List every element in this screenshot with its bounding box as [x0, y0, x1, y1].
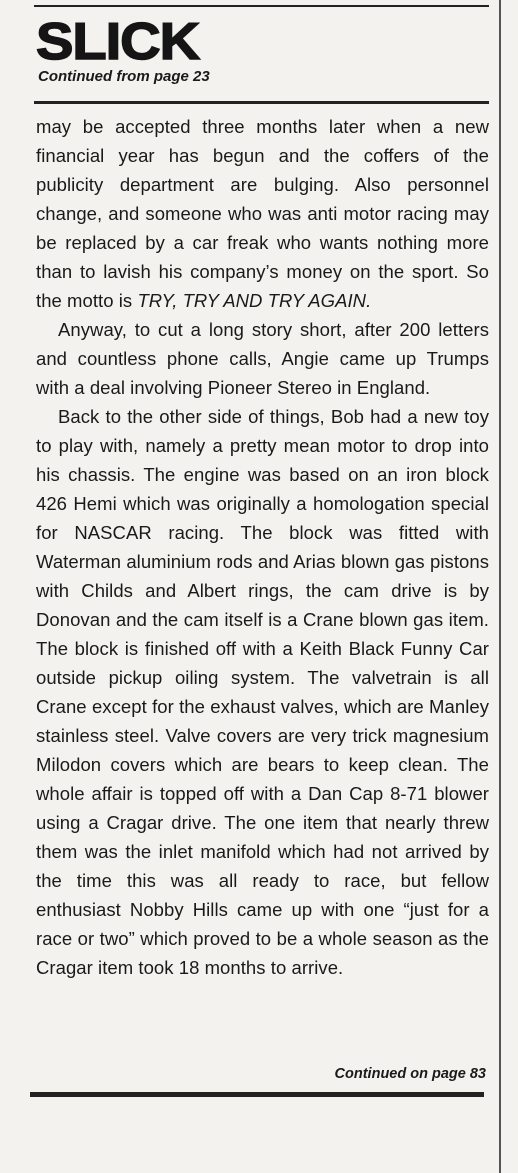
paragraph-1: [36, 112, 489, 315]
article-header: [36, 13, 486, 85]
column-divider: [499, 0, 501, 1173]
continued-on-label: Continued on page 83: [334, 1066, 486, 1082]
bottom-rule: [30, 1092, 484, 1097]
paragraph-2: Anyway, to cut a long story short, after 200 letters and countless phone calls, Angie came up Trumps with a deal involving Pioneer Stereo in England.: [36, 319, 489, 398]
article-body: [36, 112, 489, 982]
motto-text: TRY, TRY AND TRY AGAIN.: [137, 290, 372, 311]
article-title: SLICK: [36, 13, 200, 71]
paragraph-1-text: may be accepted three months later when a new financial year has begun and the coffers of the publicity department are bulging. Also personnel change, and someone who was anti motor racing may be replaced by a car freak who wants nothing more than to lavish his company’s money on the sport. So the motto is: [36, 116, 489, 311]
top-rule: [34, 5, 489, 7]
paragraph-3: Back to the other side of things, Bob had a new toy to play with, namely a pretty mean motor to drop into his chassis. The engine was based on an iron block 426 Hemi which was originally a homologation special for NASCAR racing. The block was fitted with Waterman aluminium rods and Arias blown gas pistons with Childs and Albert rings, the cam drive is by Donovan and the cam itself is a Crane blown gas item. The block is finished off with a Keith Black Funny Car outside pickup oiling system. The valvetrain is all Crane except for the exhaust valves, which are Manley stainless steel. Valve covers are very trick magnesium Milodon covers which are bears to keep clean. The whole affair is topped off with a Dan Cap 8-71 blower using a Cragar drive. The one item that nearly threw them was the inlet manifold which had not arrived by the time this was all ready to race, but fellow enthusiast Nobby Hills came up with one “just for a race or two” which proved to be a whole season as the Cragar item took 18 months to arrive.: [36, 406, 489, 978]
header-rule: [34, 101, 489, 104]
continued-from-label: Continued from page 23: [38, 68, 210, 85]
